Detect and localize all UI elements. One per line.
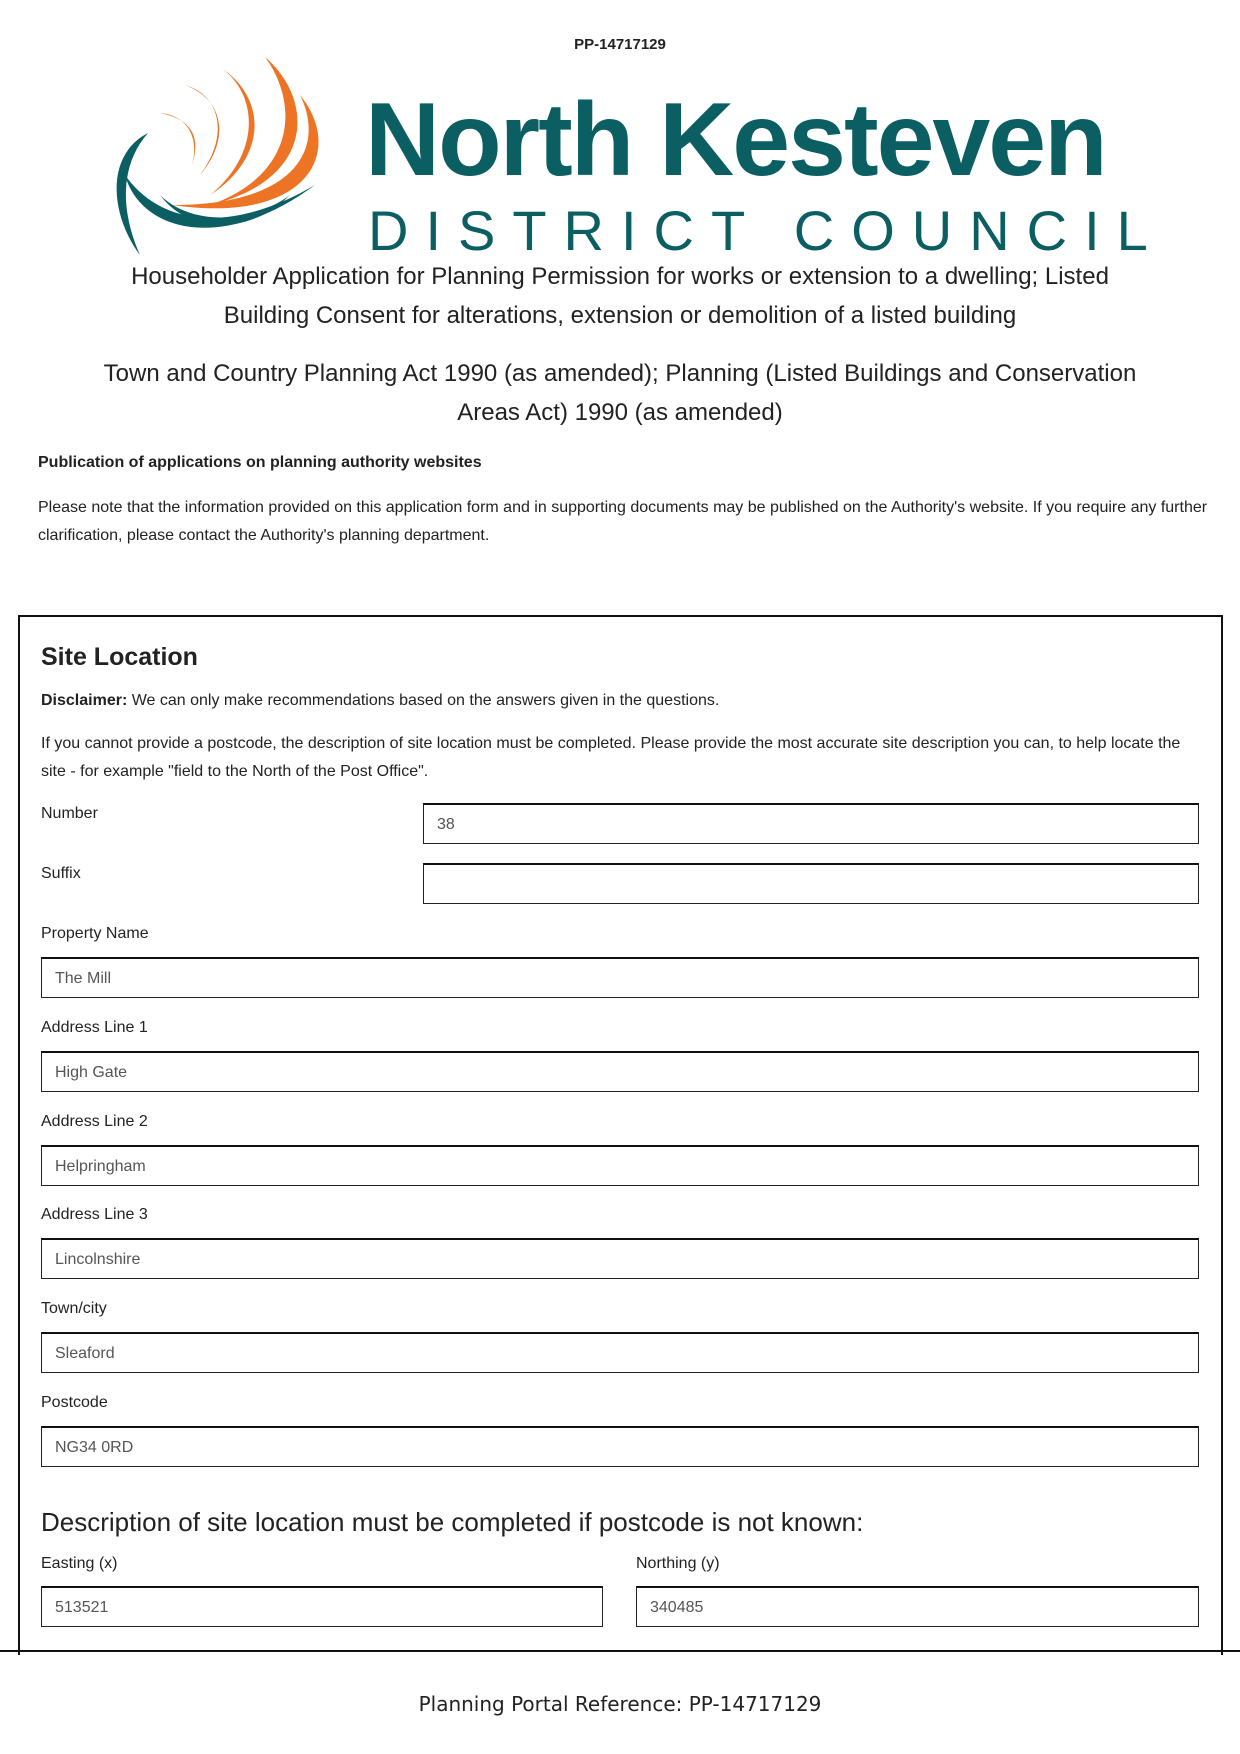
postcode-input[interactable]: NG34 0RD <box>41 1426 1199 1467</box>
town-input[interactable]: Sleaford <box>41 1332 1199 1373</box>
address-line1-label: Address Line 1 <box>41 1019 148 1036</box>
publication-heading: Publication of applications on planning authority websites <box>38 454 482 471</box>
form-title-line2: Building Consent for alterations, extension or demolition of a listed building <box>223 302 1017 329</box>
page-divider <box>0 1650 1240 1652</box>
section-heading: Site Location <box>41 643 198 671</box>
suffix-label: Suffix <box>41 865 81 882</box>
number-input[interactable]: 38 <box>423 803 1199 844</box>
address-line1-input[interactable]: High Gate <box>41 1051 1199 1092</box>
property-name-input[interactable]: The Mill <box>41 957 1199 998</box>
disclaimer-text: We can only make recommendations based on the answers given in the questions. <box>127 692 720 709</box>
publication-text: Please note that the information provided on this application form and in supporting documents may be published on the Authority's website. If you require any further clarification, please contact the Authority's planning department. <box>38 499 1208 544</box>
logo-title: North Kesteven <box>365 82 1106 198</box>
disclaimer-label: Disclaimer: <box>41 692 128 709</box>
easting-label: Easting (x) <box>41 1555 118 1572</box>
address-line2-label: Address Line 2 <box>41 1113 148 1130</box>
property-name-label: Property Name <box>41 925 149 942</box>
address-line2-input[interactable]: Helpringham <box>41 1145 1199 1186</box>
postcode-label: Postcode <box>41 1394 108 1411</box>
northing-label: Northing (y) <box>636 1555 720 1572</box>
instructions: If you cannot provide a postcode, the description of site location must be completed. Please provide the most accurate site description you can, to help locate the site - for example "field to the North of the Post Office". <box>41 735 1181 780</box>
form-title-line1: Householder Application for Planning Permission for works or extension to a dwelling; Listed <box>131 263 1109 290</box>
number-label: Number <box>41 805 98 822</box>
address-line3-label: Address Line 3 <box>41 1206 148 1223</box>
suffix-input[interactable] <box>423 863 1199 904</box>
easting-input[interactable]: 513521 <box>41 1586 603 1627</box>
disclaimer <box>41 687 1201 715</box>
town-label: Town/city <box>41 1300 107 1317</box>
council-logo-icon <box>100 55 330 260</box>
footer-reference: Planning Portal Reference: PP-14717129 <box>418 1692 822 1716</box>
act-line2: Areas Act) 1990 (as amended) <box>457 399 783 426</box>
logo-subtitle: DISTRICT COUNCIL <box>368 199 1165 262</box>
reference-header: PP-14717129 <box>574 36 666 53</box>
description-heading: Description of site location must be completed if postcode is not known: <box>41 1507 864 1537</box>
northing-input[interactable]: 340485 <box>636 1586 1199 1627</box>
address-line3-input[interactable]: Lincolnshire <box>41 1238 1199 1279</box>
act-line1: Town and Country Planning Act 1990 (as amended); Planning (Listed Buildings and Conservation <box>103 360 1137 387</box>
